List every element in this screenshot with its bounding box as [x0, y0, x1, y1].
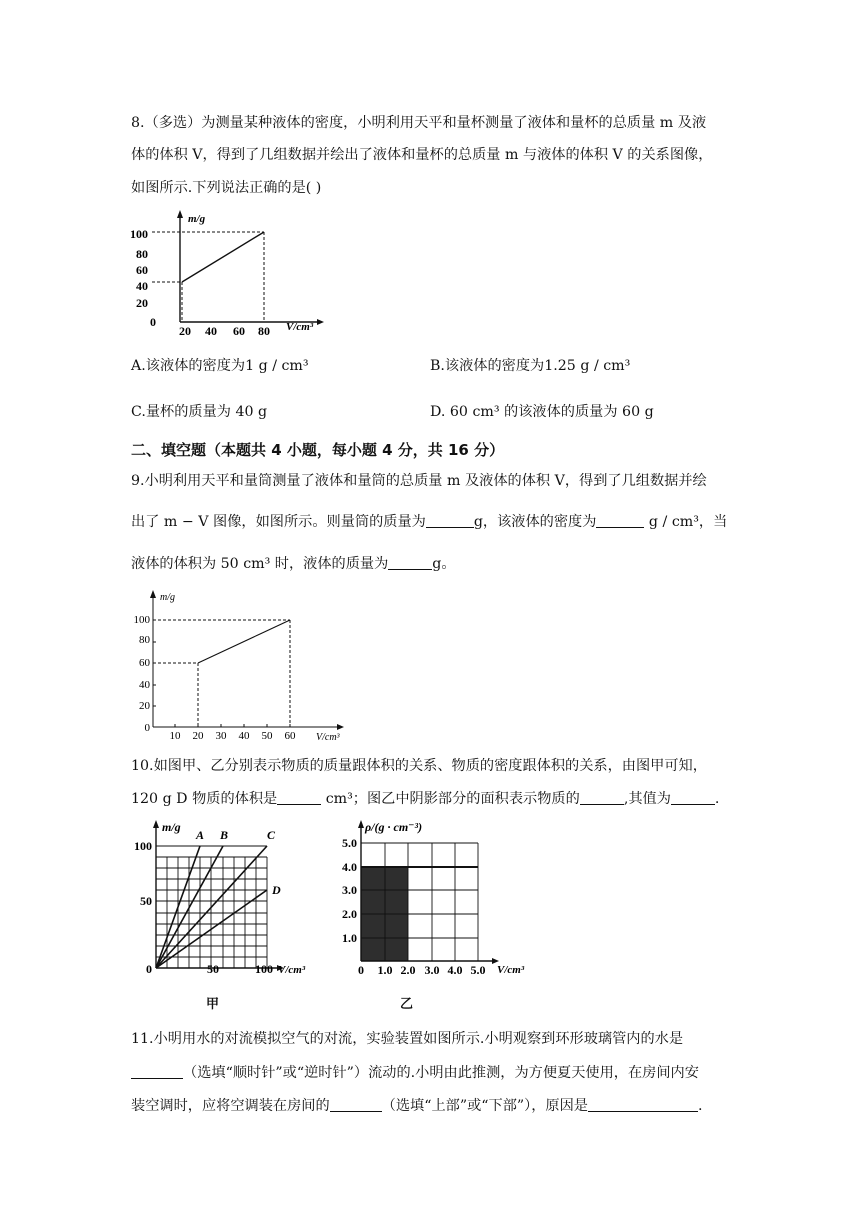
q9-ytick: 100 [133, 614, 150, 626]
q9-ytick: 40 [139, 679, 150, 691]
q11-text: . [698, 1098, 703, 1114]
q10a-line-c [156, 846, 267, 968]
q10b-xtick: 0 [358, 963, 364, 977]
q9-text: g，该液体的密度为 [473, 514, 597, 530]
q9-blank-3 [388, 555, 432, 570]
q10-text: cm³；图乙中阴影部分的面积表示物质的 [321, 791, 580, 807]
q8-xtick: 80 [258, 324, 270, 338]
q10-chart-a [130, 815, 330, 975]
q8-line3: 如图所示.下列说法正确的是( ) [131, 180, 322, 196]
q10b-ytick: 3.0 [342, 883, 357, 897]
q11-blank-2 [330, 1097, 382, 1112]
q9-ytick: 0 [144, 722, 150, 734]
q9-blank-1 [426, 513, 474, 528]
q9-xtick: 40 [238, 730, 250, 742]
q8-ytick: 40 [136, 279, 148, 293]
q10b-xtick: 1.0 [377, 963, 393, 977]
q8-xtick: 60 [233, 324, 245, 338]
q9-text: g / cm³，当 [644, 514, 728, 530]
q10a-ytick: 50 [140, 894, 152, 908]
q10b-caption: 乙 [400, 997, 414, 1012]
q11-blank-1 [131, 1064, 183, 1079]
q10a-caption: 甲 [206, 997, 220, 1012]
q10b-xtick: 5.0 [470, 963, 486, 977]
q10b-xtick: 4.0 [447, 963, 463, 977]
q11-text: （选填“顺时针”或“逆时针”）流动的.小明由此推测，为方便夏天使用，在房间内安 [183, 1065, 699, 1081]
q11-line2 [131, 1064, 699, 1082]
q8-data-line [182, 232, 264, 282]
q8-ytick: 20 [136, 296, 148, 310]
q8-xtick: 20 [179, 324, 191, 338]
q8-xtick: 40 [205, 324, 217, 338]
q10-blank-3 [671, 790, 715, 805]
q9-xtick: 30 [215, 730, 227, 742]
q9-xlabel: V/cm³ [316, 732, 340, 743]
q10-blank-2 [580, 790, 624, 805]
q8-line2: 体的体积 V，得到了几组数据并绘出了液体和量杯的总质量 m 与液体的体积 V 的关系图像， [131, 147, 713, 163]
q10a-ytick: 100 [134, 839, 152, 853]
q8-ytick: 80 [136, 247, 148, 261]
q9-line3 [131, 555, 456, 573]
q9-text: 出了 m − V 图像，如图所示。则量筒的质量为 [131, 514, 426, 530]
q8-option-d: D. 60 cm³ 的该液体的质量为 60 g [430, 404, 654, 420]
q9-ytick: 60 [139, 657, 150, 669]
q10a-xtick: 100 [255, 962, 273, 976]
q11-line1: 11.小明用水的对流模拟空气的对流，实验装置如图所示.小明观察到环形玻璃管内的水是 [131, 1031, 684, 1047]
q9-xtick: 20 [192, 730, 204, 742]
q11-line3 [131, 1097, 703, 1115]
q8-option-c: C.量杯的质量为 40 g [131, 404, 268, 420]
q10-line2 [131, 790, 719, 808]
q8-option-a: A.该液体的密度为1 g / cm³ [131, 358, 309, 374]
q8-xlabel: V/cm³ [286, 321, 314, 333]
q10a-ylabel: m/g [162, 820, 181, 834]
q11-text: （选填“上部”或“下部”），原因是 [381, 1098, 588, 1114]
q9-line1: 9.小明利用天平和量筒测量了液体和量筒的总质量 m 及液体的体积 V，得到了几组数据并绘 [131, 473, 707, 489]
q10a-xtick: 50 [207, 962, 219, 976]
q11-text: 装空调时，应将空调装在房间的 [131, 1098, 330, 1114]
q10b-ylabel: ρ/(g · cm⁻³) [365, 820, 423, 834]
q10a-series-label: A [196, 828, 205, 842]
q10a-xlabel: V/cm³ [278, 964, 306, 976]
q10-text: ,其值为 [623, 791, 671, 807]
q10b-xlabel: V/cm³ [497, 964, 525, 976]
q9-ylabel: m/g [160, 592, 175, 603]
q9-ytick: 20 [139, 700, 150, 712]
q10b-ytick: 5.0 [342, 836, 357, 850]
q8-ytick: 100 [130, 227, 148, 241]
q9-xtick: 50 [261, 730, 273, 742]
q8-origin: 0 [150, 315, 156, 329]
q8-line1: 8.（多选）为测量某种液体的密度，小明利用天平和量杯测量了液体和量杯的总质量 m 及液 [131, 115, 707, 131]
q10b-ytick: 2.0 [342, 907, 357, 921]
q8-ylabel: m/g [188, 213, 206, 225]
q10a-line-b [156, 846, 223, 968]
q8-option-b: B.该液体的密度为1.25 g / cm³ [430, 358, 631, 374]
q10-text: 120 g D 物质的体积是 [131, 791, 278, 807]
q10-chart-b [335, 815, 535, 980]
q9-chart [130, 588, 360, 743]
q9-xtick: 10 [169, 730, 181, 742]
q10b-xtick: 3.0 [424, 963, 440, 977]
q9-ytick: 80 [139, 634, 150, 646]
q9-text: g。 [432, 556, 456, 572]
q10-text: . [714, 791, 720, 807]
q10b-xtick: 2.0 [400, 963, 416, 977]
q10a-series-label: B [220, 828, 229, 842]
q9-blank-2 [596, 513, 644, 528]
q9-data-line [198, 620, 290, 663]
q9-line2 [131, 513, 727, 531]
q10-line1: 10.如图甲、乙分别表示物质的质量跟体积的关系、物质的密度跟体积的关系，由图甲可知， [131, 758, 707, 774]
q10b-ytick: 4.0 [342, 860, 357, 874]
q9-xtick: 60 [284, 730, 296, 742]
q10-blank-1 [277, 790, 321, 805]
q10b-ytick: 1.0 [342, 931, 357, 945]
q9-text: 液体的体积为 50 cm³ 时，液体的质量为 [131, 556, 389, 572]
q10a-series-label: D [272, 883, 281, 897]
q8-chart [130, 210, 330, 340]
q10a-line-d [156, 890, 267, 968]
q10a-series-label: C [267, 828, 276, 842]
q10a-origin: 0 [146, 962, 152, 976]
section2-title: 二、填空题（本题共 4 小题，每小题 4 分，共 16 分） [131, 441, 505, 459]
q11-blank-3 [588, 1097, 698, 1112]
q8-ytick: 60 [136, 263, 148, 277]
